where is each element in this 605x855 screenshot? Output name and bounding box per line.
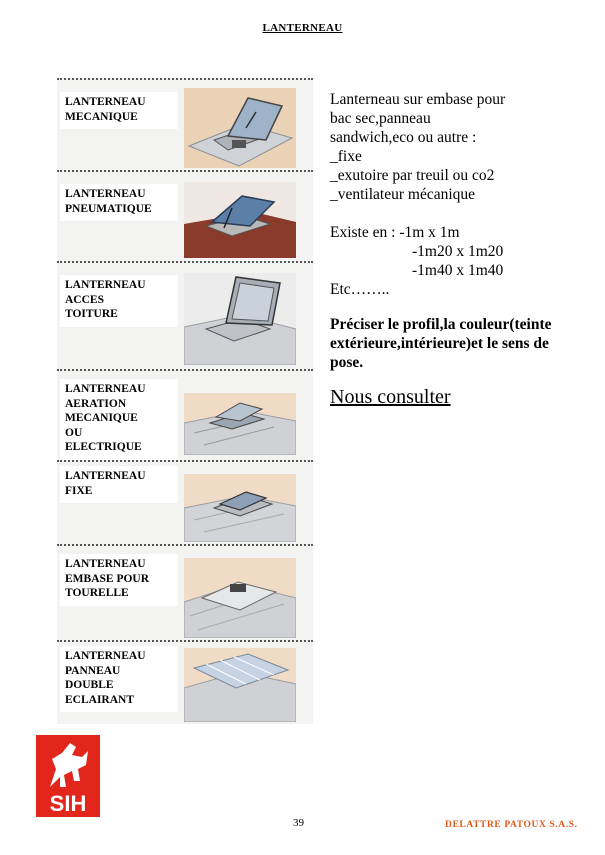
product-list [57, 78, 313, 724]
size-item: -1m40 x 1m40 [412, 262, 504, 279]
product-label: LANTERNEAU EMBASE POUR TOURELLE [60, 554, 178, 606]
product-row-aeration [57, 369, 313, 460]
description-line: bac sec,panneau [330, 110, 431, 127]
product-label: LANTERNEAU PANNEAU DOUBLE ECLAIRANT [60, 646, 178, 712]
product-label: LANTERNEAU PNEUMATIQUE [60, 184, 178, 221]
product-row-acces-toiture [57, 261, 313, 369]
page-number: 39 [293, 817, 304, 829]
product-label: LANTERNEAU ACCES TOITURE [60, 275, 178, 327]
product-photo-acces-toiture [184, 273, 296, 365]
product-photo-embase-tourelle [184, 558, 296, 638]
sizes-line-1: Existe en : -1m x 1m [330, 224, 460, 241]
product-row-fixe [57, 460, 313, 544]
product-photo-mecanique [184, 88, 296, 168]
specification-note: Préciser le profil,la couleur(teinte extérieure,intérieure)et le sens de pose. [330, 316, 552, 371]
product-photo-pneumatique [184, 182, 296, 258]
product-row-embase-tourelle [57, 544, 313, 640]
option-ventilateur: _ventilateur mécanique [330, 186, 476, 203]
svg-text:SIH: SIH [49, 791, 87, 816]
description-text [330, 90, 580, 408]
option-exutoire: _exutoire par treuil ou co2 [330, 167, 495, 184]
product-row-pneumatique [57, 170, 313, 261]
product-row-mecanique [57, 78, 313, 170]
page-title: LANTERNEAU [262, 22, 343, 34]
product-photo-aeration [184, 393, 296, 455]
description-line: sandwich,eco ou autre : [330, 129, 477, 146]
option-fixe: _fixe [330, 148, 362, 165]
product-label: LANTERNEAU AERATION MECANIQUE OU ELECTRIQUE [60, 379, 178, 460]
product-photo-fixe [184, 474, 296, 542]
contact-link[interactable]: Nous consulter [330, 386, 451, 408]
company-name: DELATTRE PATOUX S.A.S. [445, 820, 578, 830]
product-row-double-eclairant [57, 640, 313, 724]
description-line: Lanterneau sur embase pour [330, 91, 506, 108]
sih-logo [36, 735, 100, 817]
product-label: LANTERNEAU MECANIQUE [60, 92, 178, 129]
product-label: LANTERNEAU FIXE [60, 466, 178, 503]
size-item: -1m20 x 1m20 [412, 243, 504, 260]
product-photo-double-eclairant [184, 648, 296, 722]
etc-text: Etc…….. [330, 281, 390, 298]
